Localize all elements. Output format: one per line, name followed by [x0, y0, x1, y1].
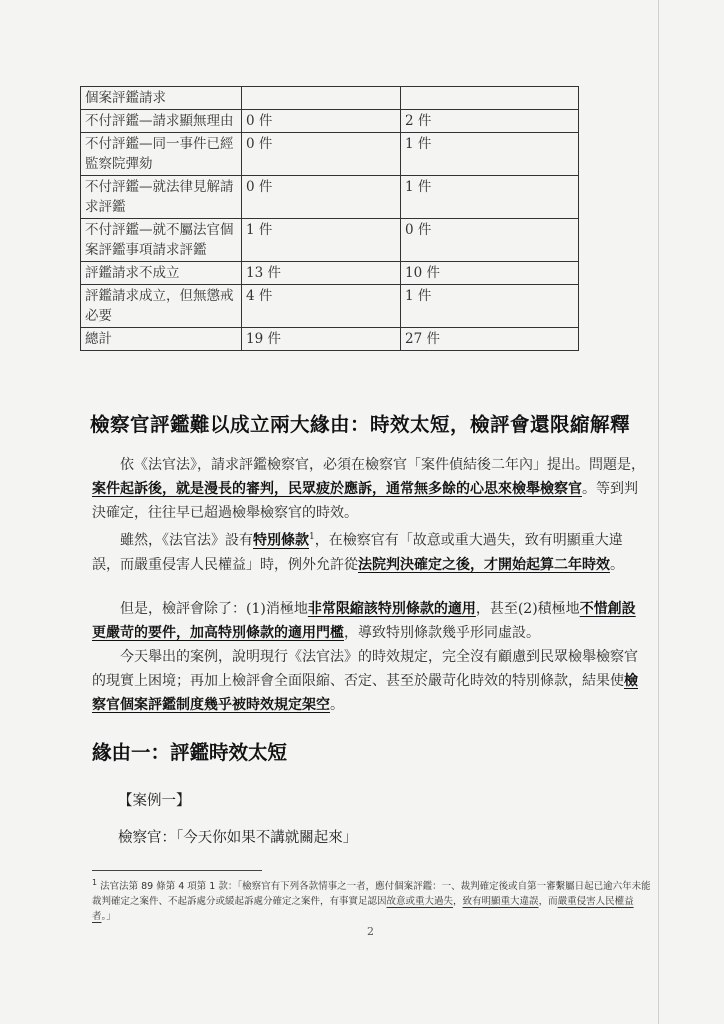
- paragraph-3: 但是，檢評會除了：(1)消極地非常限縮該特別條款的適用，甚至(2)積極地不惜創設更嚴苛的要件，加高特別條款的適用門檻，導致特別條款幾乎形同虛設。: [92, 601, 636, 641]
- emphasis-text: 非常限縮該特別條款的適用: [307, 601, 476, 617]
- subsection-heading: 緣由一：評鑑時效太短: [92, 741, 288, 764]
- count-col-1: 4 件: [242, 285, 401, 328]
- row-label: 不付評鑑—就法律見解請求評鑑: [81, 176, 242, 219]
- page-edge-line: [658, 0, 659, 1024]
- footnote-divider: [92, 870, 262, 871]
- count-col-1: 0 件: [242, 110, 401, 133]
- row-label: 評鑑請求不成立: [81, 262, 242, 285]
- count-col-1: 1 件: [242, 219, 401, 262]
- paragraph-1: 依《法官法》，請求評鑑檢察官，必須在檢察官「案件偵結後二年內」提出。問題是，案件起訴後，就是漫長的審判，民眾疲於應訴，通常無多餘的心思來檢舉檢察官。等到判決確定，往往早已超過檢舉檢察官的時效。: [92, 457, 645, 521]
- count-col-1: 19 件: [242, 328, 401, 351]
- table-row: [81, 110, 579, 133]
- emphasis-text: 檢察官個案評鑑制度幾乎被時效規定架空: [92, 673, 638, 713]
- count-col-2: [401, 87, 579, 110]
- table-row: [81, 219, 579, 262]
- row-label: 總計: [81, 328, 242, 351]
- count-col-1: 0 件: [242, 133, 401, 176]
- emphasis-text: 法院判決確定之後，才開始起算二年時效: [358, 556, 610, 573]
- table-row: [81, 285, 579, 328]
- table-row: [81, 133, 579, 176]
- count-col-2: 0 件: [401, 219, 579, 262]
- evaluation-stats-table: [80, 86, 579, 351]
- table-row: [81, 87, 579, 110]
- count-col-1: 13 件: [242, 262, 401, 285]
- emphasis-text: 案件起訴後，就是漫長的審判，民眾疲於應訴，通常無多餘的心思來檢舉檢察官: [92, 481, 582, 497]
- case-label: 【案例一】: [118, 793, 191, 809]
- case-quote: 檢察官：「今天你如果不講就關起來」: [118, 830, 358, 846]
- count-col-1: 0 件: [242, 176, 401, 219]
- footnote-mark: 1: [92, 878, 98, 887]
- count-col-2: 1 件: [401, 176, 579, 219]
- count-col-2: 1 件: [401, 133, 579, 176]
- paragraph-2: 雖然，《法官法》設有特別條款$^1$，在檢察官有「故意或重大過失，致有明顯重大違誤，而嚴重侵害人民權益」時，例外允許從法院判決確定之後，才開始起算二年時效。: [92, 532, 624, 573]
- footnote-ref: 1: [309, 532, 315, 542]
- page-number: 2: [367, 925, 374, 938]
- row-label: 不付評鑑—同一事件已經監察院彈劾: [81, 133, 242, 176]
- count-col-2: 2 件: [401, 110, 579, 133]
- paragraph-4: 今天舉出的案例，說明現行《法官法》的時效規定，完全沒有顧慮到民眾檢舉檢察官的現實上困境；再加上檢評會全面限縮、否定、甚至於嚴苛化時效的特別條款，結果使檢察官個案評鑑制度幾乎被時效規定架空。: [92, 649, 638, 713]
- row-label: 個案評鑑請求: [81, 87, 242, 110]
- count-col-2: 10 件: [401, 262, 579, 285]
- footnote: $^1$ 法官法第 89 條第 4 項第 1 款：「檢察官有下列各款情事之一者，應付個案評鑑：一、裁判確定後或自第一審繫屬日起已逾六年未能裁判確定之案件、不起訴處分或緩起訴處分確定之案件，有事實足認因故意或重大過失，致有明顯重大違誤，而嚴重侵害人民權益者。」: [92, 878, 651, 923]
- table-row: [81, 176, 579, 219]
- emphasis-text: 不惜創設更嚴苛的要件，加高特別條款的適用門檻: [92, 601, 636, 641]
- count-col-2: 27 件: [401, 328, 579, 351]
- emphasis-text: 特別條款: [253, 532, 309, 549]
- table-row: [81, 328, 579, 351]
- count-col-1: [242, 87, 401, 110]
- section-heading: 檢察官評鑑難以成立兩大緣由：時效太短，檢評會還限縮解釋: [90, 413, 631, 436]
- row-label: 評鑑請求成立，但無懲戒必要: [81, 285, 242, 328]
- table-row: [81, 262, 579, 285]
- row-label: 不付評鑑—就不屬法官個案評鑑事項請求評鑑: [81, 219, 242, 262]
- count-col-2: 1 件: [401, 285, 579, 328]
- row-label: 不付評鑑—請求顯無理由: [81, 110, 242, 133]
